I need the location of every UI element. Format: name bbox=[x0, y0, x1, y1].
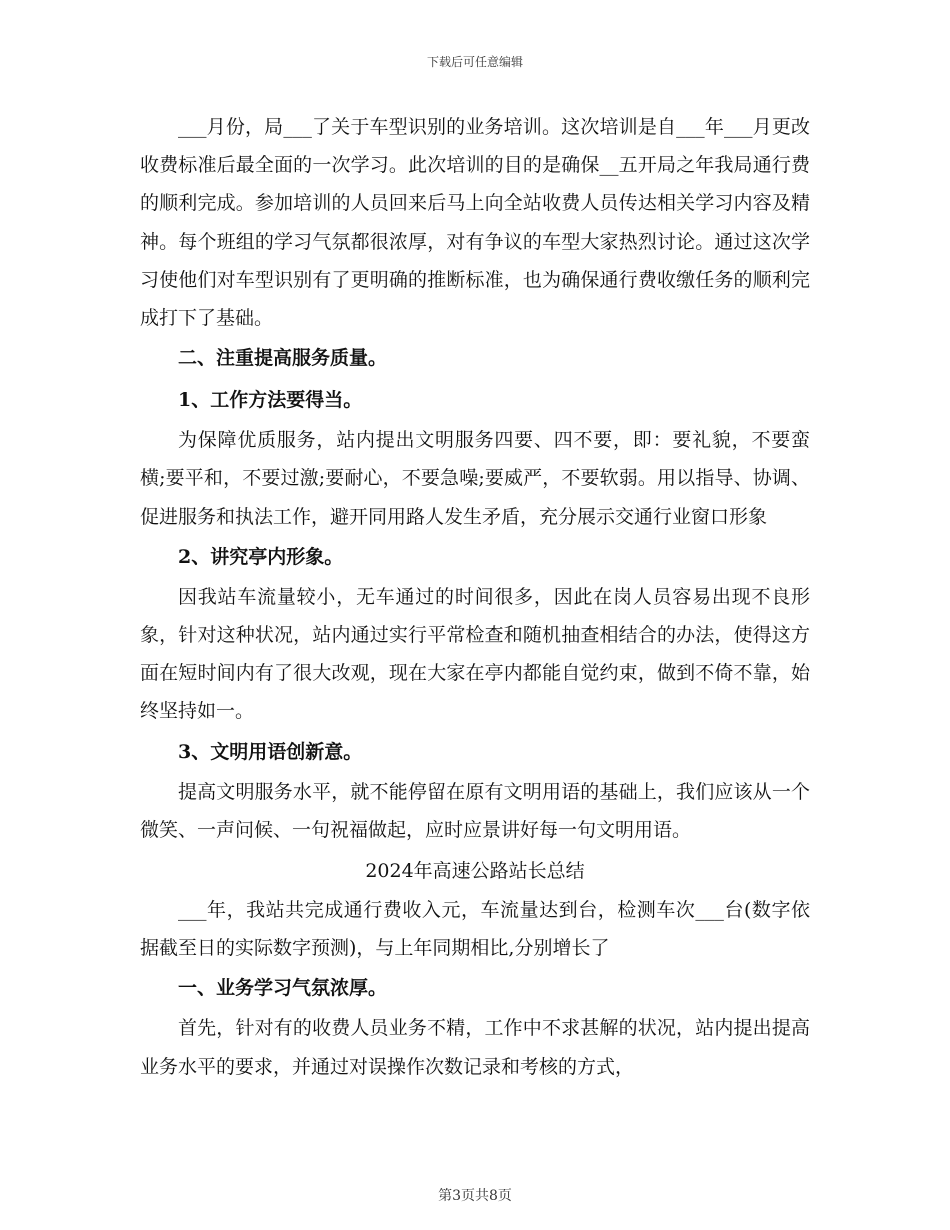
section-heading-service-quality: 二、注重提高服务质量。 bbox=[178, 347, 388, 370]
section-heading-study-atmosphere: 一、业务学习气氛浓厚。 bbox=[178, 977, 388, 1000]
paragraph-civil-service: 为保障优质服务，站内提出文明服务四要、四不要，即：要礼貌，不要蛮横;要平和，不要过激;要耐心，不要急噪;要威严，不要软弱。用以指导、协调、促进服务和执法工作，避开同用路人发生矛盾，充分展示交通行业窗口形象 bbox=[140, 429, 810, 528]
subheading-booth-image: 2、讲究亭内形象。 bbox=[178, 545, 344, 568]
paragraph-polite-language: 提高文明服务水平，就不能停留在原有文明用语的基础上，我们应该从一个微笑、一声问候、一句祝福做起，应时应景讲好每一句文明用语。 bbox=[140, 780, 810, 841]
paragraph-training: ___月份，局___了关于车型识别的业务培训。这次培训是自___年___月更改收费标准后最全面的一次学习。此次培训的目的是确保__五开局之年我局通行费的顺利完成。参加培训的人员回来后马上向全站收费人员传达相关学习内容及精神。每个班组的学习气氛都很浓厚，对有争议的车型大家热烈讨论。通过这次学习使他们对车型识别有了更明确的推断标准，也为确保通行费收缴任务的顺利完成打下了基础。 bbox=[140, 116, 810, 330]
subheading-polite-language: 3、文明用语创新意。 bbox=[178, 740, 363, 763]
paragraph-booth-image: 因我站车流量较小，无车通过的时间很多，因此在岗人员容易出现不良形象，针对这种状况，站内通过实行平常检查和随机抽查相结合的办法，使得这方面在短时间内有了很大改观，现在大家在亭内都能自觉约束，做到不倚不靠，始终坚持如一。 bbox=[140, 585, 810, 723]
page-header: 下载后可任意编辑 bbox=[426, 55, 523, 69]
page-footer: 第3页共8页 bbox=[438, 1188, 512, 1204]
document-title: 2024年高速公路站长总结 bbox=[365, 860, 585, 883]
document-body bbox=[140, 108, 810, 1086]
subheading-work-method: 1、工作方法要得当。 bbox=[178, 389, 363, 412]
paragraph-revenue-summary: ___年，我站共完成通行费收入元，车流量达到台，检测车次___台(数字依据截至日的实际数字预测)，与上年同期相比,分别增长了 bbox=[140, 899, 810, 960]
paragraph-business-skill: 首先，针对有的收费人员业务不精，工作中不求甚解的状况，站内提出提高业务水平的要求，并通过对误操作次数记录和考核的方式， bbox=[140, 1017, 810, 1078]
